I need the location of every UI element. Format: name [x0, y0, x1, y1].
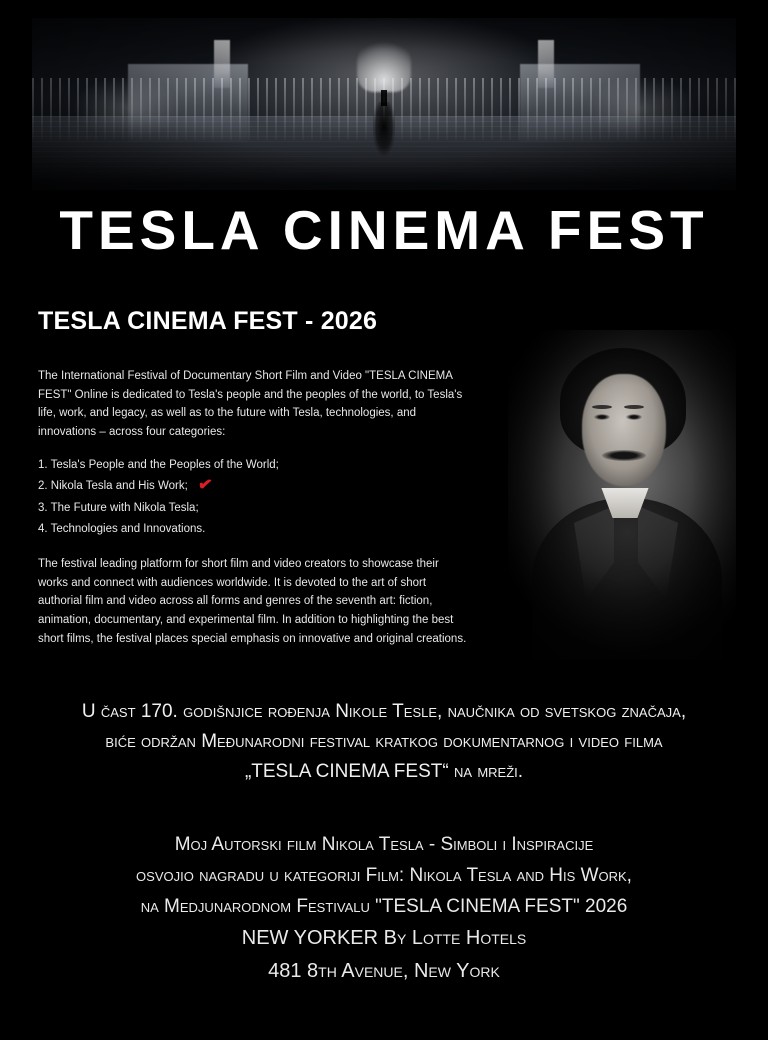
category-item [38, 456, 470, 475]
award-venue: NEW YORKER By Lotte Hotels [241, 927, 527, 950]
serbian-statement [40, 697, 728, 787]
category-item [38, 520, 470, 539]
serbian-line-1: U čast 170. godišnjice rođenja Nikole Tesle, naučnika od svetskog značaja, [81, 701, 687, 722]
award-line-1: Moj Autorski film Nikola Tesla - Simboli i Inspiracije [174, 834, 594, 855]
award-address: 481 8th Avenue, New York [268, 959, 500, 982]
award-statement [40, 830, 728, 987]
outro-paragraph: The festival leading platform for short film and video creators to showcase their works and connect with audiences worldwide. It is devoted to the art of short authorial film and video across all forms and genres of the seventh art: fiction, animation, documentary, and experimental film. In addition to highlighting the best short films, the festival places special emphasis on innovative and original creations. [38, 558, 467, 645]
hero-banner-image [32, 18, 736, 190]
category-label: 4. Technologies and Innovations. [38, 523, 206, 536]
intro-paragraph: The International Festival of Documentary Short Film and Video "TESLA CINEMA FEST" Online is dedicated to Tesla's people and the peoples of the world, to Tesla's life, work, and legacy, as well as to the future with Tesla, technologies, and innovations – across four categories: [38, 370, 463, 438]
category-item [38, 499, 470, 518]
hero-vignette [32, 18, 736, 190]
category-list [38, 456, 470, 540]
serbian-line-2: biće održan Međunarodni festival kratkog dokumentarnog i video filma [105, 731, 663, 753]
category-label: 3. The Future with Nikola Tesla; [38, 501, 199, 514]
page-title: TESLA CINEMA FEST [59, 199, 709, 261]
serbian-line-3: „TESLA CINEMA FEST“ na mreži. [244, 761, 524, 783]
section-heading: TESLA CINEMA FEST - 2026 [38, 307, 378, 335]
description-column [38, 367, 470, 662]
check-icon: ✔ [196, 474, 214, 496]
category-label: 2. Nikola Tesla and His Work; [38, 480, 188, 493]
award-line-2: osvojio nagradu u kategoriji Film: Nikola Tesla and His Work, [136, 864, 632, 886]
award-line-3: na Medjunarodnom Festivalu "TESLA CINEMA FEST" 2026 [140, 895, 628, 917]
portrait-image [508, 330, 736, 660]
category-label: 1. Tesla's People and the Peoples of the World; [38, 458, 279, 471]
portrait-vignette [508, 330, 736, 660]
category-item-selected [38, 474, 470, 496]
